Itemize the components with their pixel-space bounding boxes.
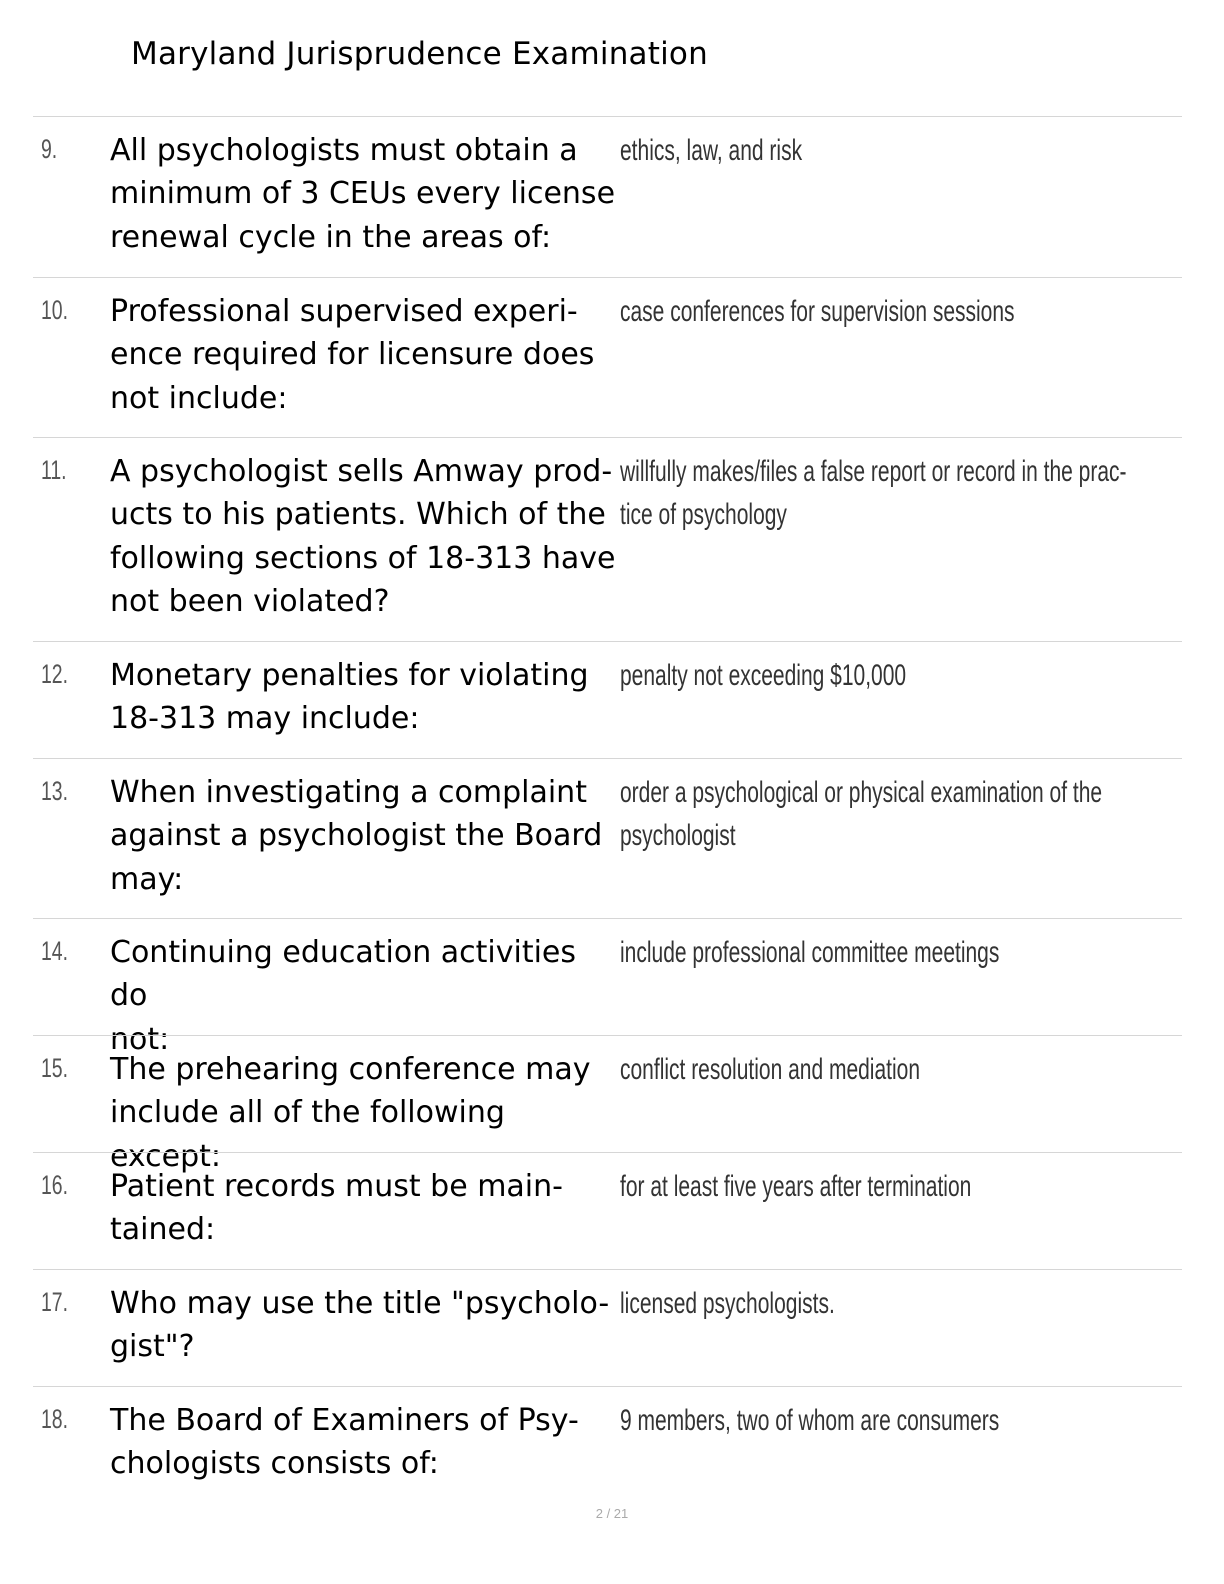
answer-line: ethics, law, and risk <box>620 134 803 167</box>
qa-row <box>33 277 1182 437</box>
answer-line: include professional committee meetings <box>620 936 1000 969</box>
answer-line: 9 members, two of whom are consumers <box>620 1404 1000 1437</box>
qa-row <box>33 918 1182 1057</box>
question-line: All psychologists must obtain a <box>110 133 578 168</box>
answer-line: tice of psychology <box>620 498 787 532</box>
answer-text <box>620 450 1180 537</box>
question-line: not been violated? <box>110 583 390 619</box>
question-line: include all of the following except: <box>110 1095 505 1174</box>
question-line: The Board of Examiners of Psy- <box>110 1403 579 1438</box>
question-line: ence required for licensure does <box>110 337 595 373</box>
question-text <box>110 129 620 259</box>
question-text <box>110 771 620 901</box>
question-line: not: <box>110 1021 170 1057</box>
question-line: gist"? <box>110 1329 195 1365</box>
answer-line: for at least five years after termination <box>620 1170 972 1203</box>
page-title: Maryland Jurisprudence Examination <box>131 36 708 72</box>
question-number: 15. <box>41 1053 69 1083</box>
question-number: 18. <box>41 1404 69 1434</box>
question-line: Professional supervised experi- <box>110 294 578 329</box>
answer-line: case conferences for supervision sessions <box>620 295 1015 328</box>
question-line: When investigating a complaint <box>110 775 587 810</box>
answer-text <box>620 654 1180 697</box>
qa-row <box>33 437 1182 641</box>
question-text <box>110 450 620 623</box>
answer-text <box>620 771 1180 858</box>
question-text <box>110 1282 620 1369</box>
question-text <box>110 1399 620 1486</box>
question-text <box>110 654 620 741</box>
qa-row <box>33 641 1182 758</box>
qa-row <box>33 758 1182 918</box>
question-line: following sections of 18-313 have <box>110 540 616 576</box>
question-line: against a psychologist the Board <box>110 818 603 854</box>
question-number: 17. <box>41 1287 69 1317</box>
question-number: 16. <box>41 1170 69 1200</box>
question-line: 18-313 may include: <box>110 701 420 737</box>
answer-line: psychologist <box>620 819 736 853</box>
answer-text <box>620 1165 1180 1208</box>
qa-row <box>33 1269 1182 1386</box>
answer-text <box>620 1048 1180 1091</box>
question-list <box>33 116 1182 1503</box>
answer-line: penalty not exceeding $10,000 <box>620 659 907 692</box>
question-number: 12. <box>41 659 69 689</box>
answer-text <box>620 129 1180 172</box>
question-line: Continuing education activities do <box>110 935 577 1014</box>
qa-row <box>33 1386 1182 1503</box>
question-line: chologists consists of: <box>110 1446 439 1482</box>
answer-line: willfully makes/files a false report or record in the prac- <box>620 455 1127 488</box>
answer-line: order a psychological or physical examination of the <box>620 776 1103 809</box>
question-number: 11. <box>41 455 67 485</box>
question-number: 13. <box>41 776 69 806</box>
question-number: 10. <box>41 295 69 325</box>
answer-text <box>620 1399 1180 1442</box>
question-text <box>110 1165 620 1252</box>
question-line: tained: <box>110 1212 216 1248</box>
question-line: Patient records must be main- <box>110 1169 563 1204</box>
question-number: 14. <box>41 936 69 966</box>
answer-text <box>620 290 1180 333</box>
question-number: 9. <box>41 134 58 164</box>
question-line: renewal cycle in the areas of: <box>110 219 552 255</box>
question-line: The prehearing conference may <box>110 1052 591 1087</box>
question-text <box>110 290 620 420</box>
answer-text <box>620 931 1180 974</box>
qa-row <box>33 1035 1182 1174</box>
answer-line: conflict resolution and mediation <box>620 1053 921 1086</box>
question-line: minimum of 3 CEUs every license <box>110 176 616 212</box>
page-number: 2 / 21 <box>595 1506 629 1521</box>
question-line: Who may use the title "psycholo- <box>110 1286 610 1321</box>
question-line: not include: <box>110 380 288 416</box>
answer-text <box>620 1282 1180 1325</box>
answer-line: licensed psychologists. <box>620 1287 835 1320</box>
question-line: may: <box>110 861 184 897</box>
question-line: Monetary penalties for violating <box>110 658 589 693</box>
question-line: ucts to his patients. Which of the <box>110 497 606 533</box>
qa-row <box>33 1152 1182 1269</box>
qa-row <box>33 116 1182 277</box>
question-line: A psychologist sells Amway prod- <box>110 454 613 489</box>
